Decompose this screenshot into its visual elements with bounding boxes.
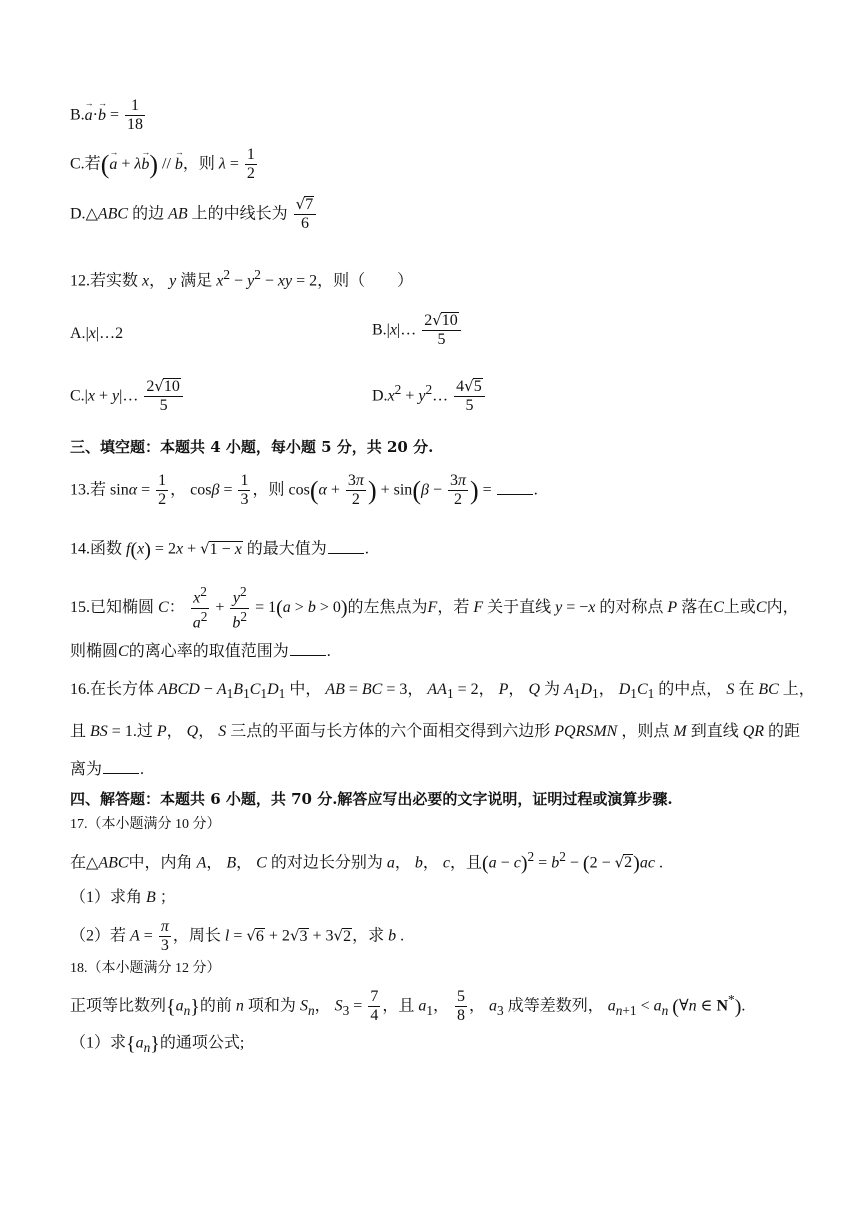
q16-line3: 离为 . — [70, 761, 145, 778]
q16-line2: 且 BS = 1.过 P， Q， S 三点的平面与长方体的六个面相交得到六边形 PQRSMN ，则点 M 到直线 QR 的距 — [70, 723, 801, 740]
text: 的中点， — [658, 681, 723, 698]
text: ； — [159, 889, 176, 906]
q17-header: 17.（本小题满分 10 分） — [70, 817, 221, 832]
q11-option-d: D.△ABC 的边 AB 上的中线长为 $\frac{√7}{6}$ — [70, 196, 318, 234]
text: （1）求角 — [70, 889, 143, 906]
fraction: $\frac{y^2}{b^2}$ — [232, 584, 248, 632]
q17-part2: （2）若 A = $\frac{\pi}{3}$ ，周长 l = √6 + 2√3 + 3√2，求 b . — [70, 918, 405, 955]
text: ，若 — [437, 598, 470, 616]
label: B. — [372, 321, 387, 339]
text: ，则 — [252, 481, 285, 499]
text: （1）求 — [70, 1034, 127, 1052]
text: 则椭圆 — [70, 643, 119, 660]
text: 的离心率的取值范围为 — [128, 643, 289, 660]
fraction: $\frac{\pi}{3}$ — [160, 918, 169, 955]
text: 12.若实数 — [70, 272, 139, 290]
text: 为 — [544, 681, 561, 698]
q16-line1: 16.在长方体 ABCD − $A_1B_1C_1D_1$ 中， AB = BC = 3， $AA_1 = 2$， P， Q 为 $A_1D_1$， $D_1C_1$ 的中点， S 在 BC 上， — [70, 681, 815, 702]
text: 离为 — [70, 761, 103, 778]
text: 中，内角 — [128, 854, 193, 872]
text: 落在 — [681, 598, 714, 616]
text: 在 — [70, 854, 87, 872]
q18-stem: 正项等比数列$\{a_n\}$的前 n 项和为 $S_n$， $S_3$ = $\frac{7}{4}$ ，且 $a_1$， $\frac{5}{8}$ ， $a_3$ 成等差数列， $a_{n+1} < a_n$ (∀n ∈ N*). — [70, 988, 746, 1025]
text: 正项等比数列 — [70, 997, 167, 1015]
fraction: $\frac{3\pi}{2}$ — [347, 472, 364, 509]
text: .过 — [132, 723, 153, 740]
fraction: $\frac{3\pi}{2}$ — [449, 472, 466, 509]
text: ，且 — [449, 854, 482, 872]
q15-line2: 则椭圆C的离心率的取值范围为 . — [70, 643, 331, 660]
text: 关于直线 — [487, 598, 552, 616]
q15-line1: 15.已知椭圆 C： $\frac{x^2}{a^2}$ + $\frac{y^2}{b^2}$ = 1(a > b > 0)的左焦点为F，若 F 关于直线 y = −x 的对称点 P 落在C上或C内， — [70, 584, 799, 632]
text: 中， — [289, 681, 322, 698]
fraction: $\frac{1}{2}$ — [246, 146, 255, 183]
text: ，则（ ） — [317, 272, 414, 290]
text: 的通项公式; — [159, 1034, 245, 1052]
text: 且 — [70, 723, 87, 740]
text: 内， — [766, 598, 799, 616]
text: 的前 — [199, 997, 232, 1015]
fraction: $\frac{x^2}{a^2}$ — [192, 584, 208, 632]
answer-blank[interactable] — [497, 494, 533, 495]
q14: 14.函数 f(x) = 2x + √1 − x 的最大值为 . — [70, 539, 369, 561]
text: 的对称点 — [599, 598, 664, 616]
fraction: $\frac{1}{2}$ — [158, 472, 167, 509]
fraction: $\frac{1}{3}$ — [240, 472, 249, 509]
label: C.若 — [70, 155, 101, 173]
text: ， — [170, 481, 187, 499]
fraction: $\frac{4√5}{5}$ — [454, 378, 485, 416]
text: （2）若 — [70, 927, 127, 945]
text: 上的中线长为 — [191, 205, 288, 223]
text: 14.函数 — [70, 540, 123, 558]
q18-header: 18.（本小题满分 12 分） — [70, 961, 221, 976]
q12-option-a: A.|x|…2 — [70, 325, 124, 342]
text: 在 — [738, 681, 755, 698]
text: 的对边长分别为 — [270, 854, 383, 872]
text: 上， — [782, 681, 815, 698]
q12-stem: 12.若实数 x， y 满足 $x^2 - y^2$ − xy = 2，则（ ） — [70, 267, 414, 290]
q12-option-b: B.|x|… $\frac{2√10}{5}$ — [372, 312, 463, 350]
q12-option-d: $D.x^2$ + $y^2\dots$ $\frac{4√5}{5}$ — [372, 378, 487, 416]
text: 15.已知椭圆 — [70, 598, 155, 616]
text: 13.若 — [70, 481, 107, 499]
text: 三点的平面与长方体的六个面相交得到六边形 — [230, 723, 551, 740]
text: ，则点 — [621, 723, 670, 740]
label: B. — [70, 106, 85, 124]
fraction: $\frac{2√10}{5}$ — [144, 378, 183, 416]
section-4-heading: 四、解答题：本题共 6 小题，共 70 分.解答应写出必要的文字说明，证明过程或演算步骤. — [70, 790, 673, 808]
text: ，则 — [182, 155, 215, 173]
answer-blank[interactable] — [328, 553, 364, 554]
text: 项和为 — [247, 997, 296, 1015]
text: 成等差数列， — [507, 997, 604, 1015]
fraction: $\frac{1}{18}$ — [127, 97, 144, 134]
fraction: $\frac{7}{4}$ — [370, 988, 379, 1025]
q11-option-c: C.若(→ a + λ→ b) // → b，则 λ = $\frac{1}{2}$ — [70, 146, 259, 184]
q17-stem: 在△ABC中，内角 A， B， C 的对边长分别为 a， b， c，且$(a - c)^2 = b^2 - (2 - √2)ac$ . — [70, 849, 663, 875]
text: 的距 — [768, 723, 801, 740]
answer-blank[interactable] — [103, 773, 139, 774]
text: 上或 — [723, 598, 756, 616]
section-3-heading: 三、填空题：本题共 4 小题，每小题 5 分，共 20 分. — [70, 438, 434, 456]
text: 的左焦点为 — [347, 598, 428, 616]
q11-option-b: B.→ a·→ b = $\frac{1}{18}$ — [70, 97, 147, 135]
fraction: $\frac{5}{8}$ — [457, 988, 466, 1025]
q13: 13.若 sinα = $\frac{1}{2}$ ， cosβ = $\frac{1}{3}$ ，则 cos(α + $\frac{3\pi}{2}$ ) + sin(β − $\frac{3\pi}{2}$ ) = . — [70, 472, 538, 509]
text: 到直线 — [690, 723, 739, 740]
text: 16.在长方体 — [70, 681, 155, 698]
text: ，周长 — [172, 927, 221, 945]
fraction: $\frac{√7}{6}$ — [294, 196, 317, 234]
q12-option-c: C.|x + y|… $\frac{2√10}{5}$ — [70, 378, 185, 416]
text: ，求 — [352, 927, 385, 945]
label: A. — [70, 325, 86, 342]
text: ，且 — [382, 997, 415, 1015]
q17-part1: （1）求角 B ； — [70, 889, 176, 906]
text: 的最大值为 — [246, 540, 327, 558]
label: C. — [70, 387, 85, 405]
text: 满足 — [180, 272, 213, 290]
text: 的边 — [132, 205, 165, 223]
label: D. — [70, 205, 86, 223]
label: D. — [372, 387, 388, 405]
answer-blank[interactable] — [290, 655, 326, 656]
q18-part1: （1）求$\{a_n\}$的通项公式; — [70, 1033, 245, 1055]
fraction: $\frac{2√10}{5}$ — [422, 312, 461, 350]
